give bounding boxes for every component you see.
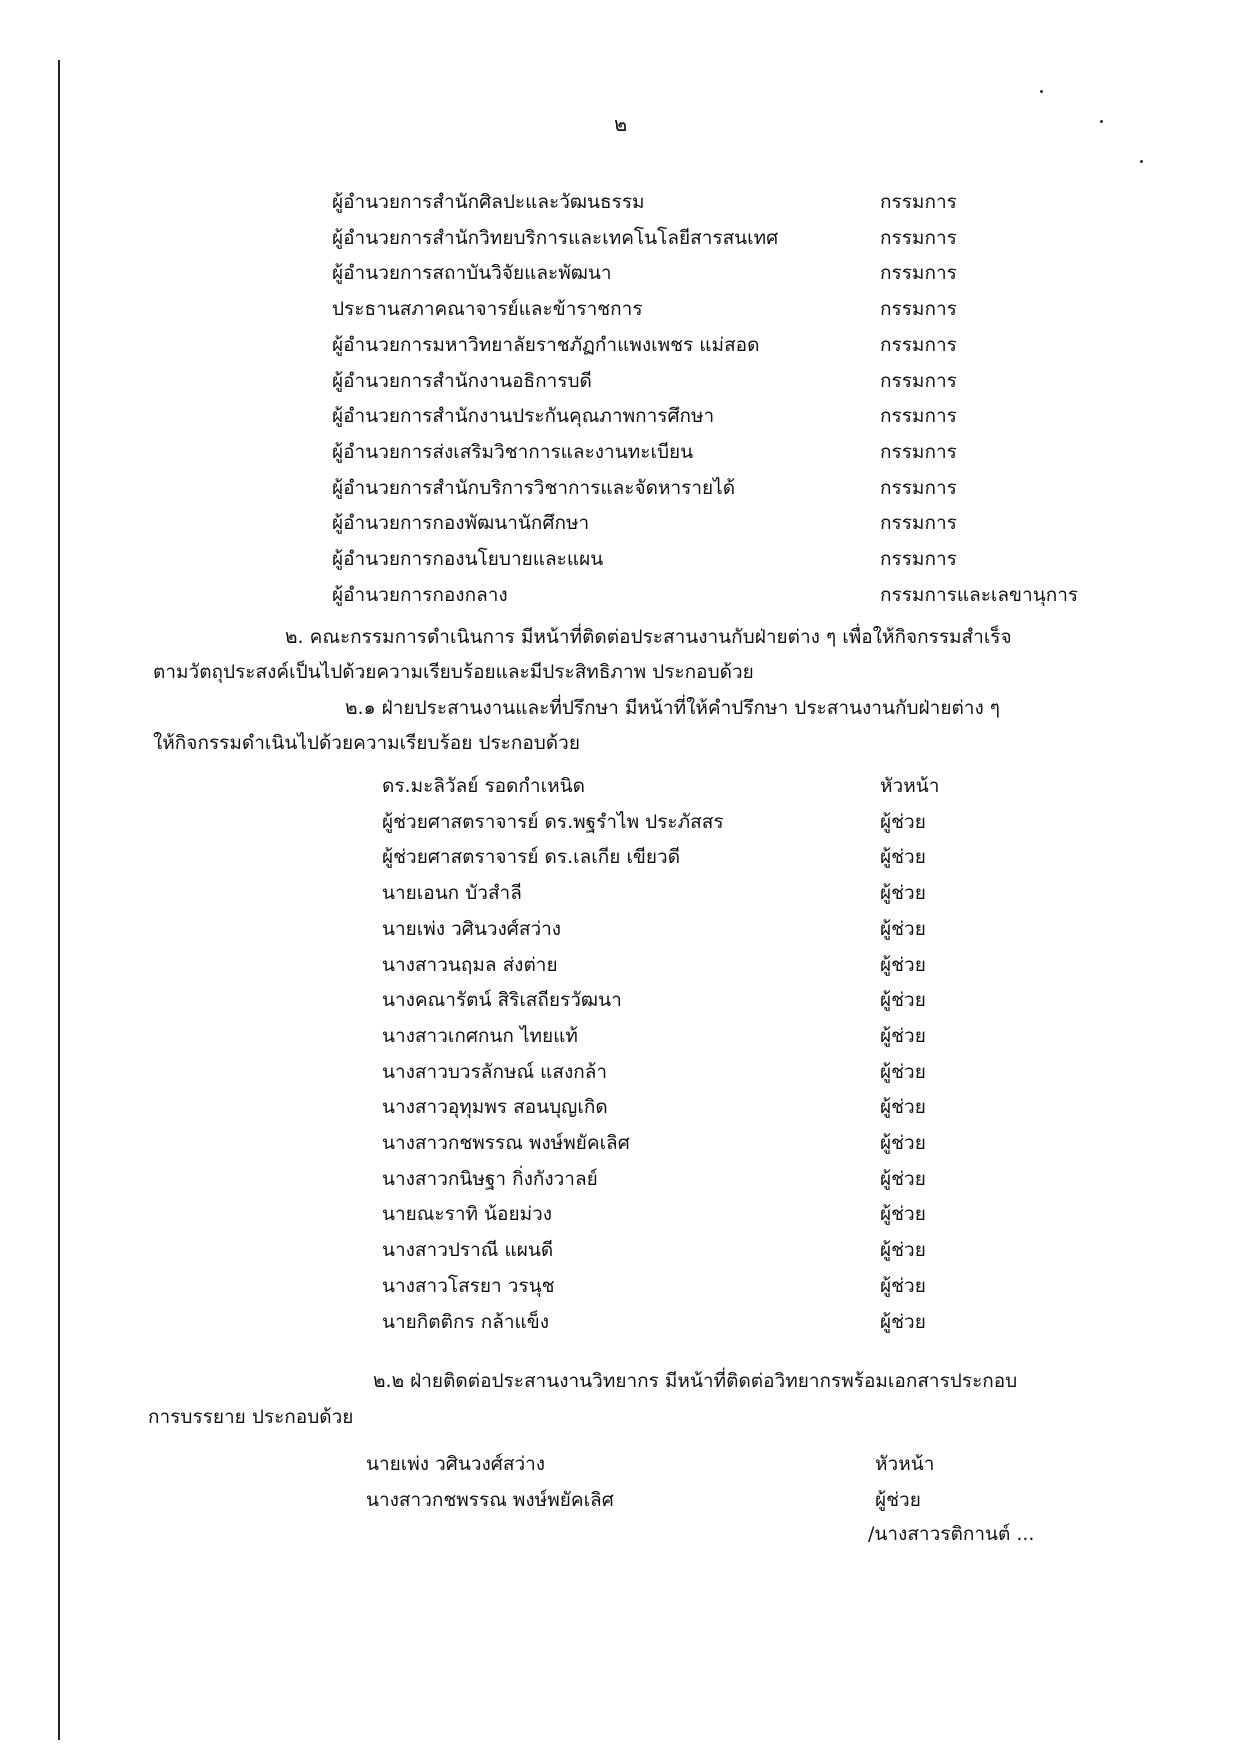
member-role: กรรมการ (880, 191, 957, 213)
member-role: ผู้ช่วย (880, 1167, 926, 1190)
member-role: กรรมการและเลขานุการ (880, 583, 1079, 606)
member-name: ผู้อำนวยการส่งเสริมวิชาการและงานทะเบียน (332, 440, 694, 463)
member-row (382, 1199, 1180, 1229)
member-role: ผู้ช่วย (880, 953, 926, 976)
member-role: ผู้ช่วย (880, 882, 926, 905)
member-name: ผู้อำนวยการสำนักงานอธิการบดี (332, 369, 592, 392)
member-row (332, 437, 1180, 467)
member-row (332, 580, 1180, 610)
member-row (382, 1021, 1180, 1051)
member-name: ผู้อำนวยการกองพัฒนานักศึกษา (332, 512, 590, 535)
member-name: นายเอนก บัวสำลี (382, 882, 522, 905)
member-role: กรรมการ (880, 512, 957, 535)
member-role: ผู้ช่วย (880, 810, 926, 833)
continuation-note: /นางสาวรติกานต์ ... (868, 1523, 1035, 1545)
member-row (332, 544, 1180, 574)
member-name: นางสาวนฤมล ส่งต่าย (382, 953, 558, 976)
member-row (382, 1092, 1180, 1122)
member-role: กรรมการ (880, 262, 957, 285)
member-role: ผู้ช่วย (880, 846, 926, 869)
left-margin-line (58, 60, 60, 1740)
member-row (382, 878, 1180, 908)
member-name: นายเพ่ง วศินวงศ์สว่าง (366, 1453, 546, 1475)
member-name: นางสาวปราณี แผนดี (382, 1239, 554, 1262)
member-row (332, 294, 1180, 324)
member-row (366, 1449, 1180, 1479)
member-role: กรรมการ (880, 440, 957, 463)
member-name: นางสาวกนิษฐา กิ่งกังวาลย์ (382, 1167, 598, 1190)
member-name: ผู้อำนวยการสำนักวิทยบริการและเทคโนโลยีสารสนเทศ (332, 226, 779, 249)
page-number: ๒ (614, 112, 628, 136)
member-row (382, 1235, 1180, 1265)
member-name: นางสาวเกศกนก ไทยแท้ (382, 1024, 578, 1047)
member-name: นางสาวอุทุมพร สอนบุญเกิด (382, 1096, 608, 1119)
scan-speck (1100, 120, 1103, 123)
member-role: ผู้ช่วย (880, 1096, 926, 1119)
member-row (332, 508, 1180, 538)
member-row (382, 1164, 1180, 1194)
member-name: นายเพ่ง วศินวงศ์สว่าง (382, 917, 562, 940)
member-row (332, 473, 1180, 503)
member-role: ผู้ช่วย (875, 1488, 921, 1511)
member-name: ผู้อำนวยการมหาวิทยาลัยราชภัฏกำแพงเพชร แม่สอด (332, 333, 760, 356)
member-role: กรรมการ (880, 405, 957, 428)
member-name: ผู้ช่วยศาสตราจารย์ ดร.เลเกีย เขียวดี (382, 846, 681, 869)
member-name: นายณะราทิ น้อยม่วง (382, 1203, 553, 1226)
member-row (366, 1485, 1180, 1515)
member-row (382, 842, 1180, 872)
member-row (332, 187, 1180, 217)
member-row (382, 985, 1180, 1015)
member-role: กรรมการ (880, 548, 957, 570)
section-2-text-line-1: ๒. คณะกรรมการดำเนินการ มีหน้าที่ติดต่อประสานงานกับฝ่ายต่าง ๆ เพื่อให้กิจกรรมสำเร็จ (285, 626, 1012, 648)
member-row (382, 1271, 1180, 1301)
member-name: ผู้ช่วยศาสตราจารย์ ดร.พฐรำไพ ประภัสสร (382, 810, 724, 833)
member-row (332, 366, 1180, 396)
member-name: ผู้อำนวยการสำนักศิลปะและวัฒนธรรม (332, 191, 645, 213)
member-name: นางสาวโสรยา วรนุช (382, 1274, 555, 1297)
scan-speck (1040, 90, 1043, 93)
member-name: นางสาวกชพรรณ พงษ์พยัคเลิศ (382, 1132, 630, 1154)
member-row (382, 771, 1180, 801)
member-name: ดร.มะลิวัลย์ รอดกำเหนิด (382, 775, 585, 797)
member-row (332, 258, 1180, 288)
member-role: กรรมการ (880, 226, 957, 249)
member-row (332, 401, 1180, 431)
section-2-2-text-line-1: ๒.๒ ฝ่ายติดต่อประสานงานวิทยากร มีหน้าที่ติดต่อวิทยากรพร้อมเอกสารประกอบ (373, 1370, 1018, 1392)
member-name: นางสาวกชพรรณ พงษ์พยัคเลิศ (366, 1488, 614, 1511)
member-role: ผู้ช่วย (880, 1024, 926, 1047)
member-name: นางคณารัตน์ สิริเสถียรวัฒนา (382, 989, 622, 1012)
member-row (382, 1307, 1180, 1337)
member-name: ประธานสภาคณาจารย์และข้าราชการ (332, 298, 643, 321)
member-role: ผู้ช่วย (880, 1239, 926, 1262)
section-2-text-line-2: ตามวัตถุประสงค์เป็นไปด้วยความเรียบร้อยและมีประสิทธิภาพ ประกอบด้วย (153, 661, 754, 683)
member-role: ผู้ช่วย (880, 1203, 926, 1226)
member-role: ผู้ช่วย (880, 1132, 926, 1154)
member-row (382, 1057, 1180, 1087)
member-name: ผู้อำนวยการสำนักงานประกันคุณภาพการศึกษา (332, 405, 715, 428)
member-role: กรรมการ (880, 298, 957, 321)
member-role: ผู้ช่วย (880, 917, 926, 940)
member-row (332, 223, 1180, 253)
scan-speck (1140, 160, 1143, 163)
member-role: ผู้ช่วย (880, 1310, 926, 1333)
member-row (382, 914, 1180, 944)
section-2-1-text-line-1: ๒.๑ ฝ่ายประสานงานและที่ปรึกษา มีหน้าที่ให้คำปรึกษา ประสานงานกับฝ่ายต่าง ๆ (345, 697, 1000, 719)
member-role: ผู้ช่วย (880, 1274, 926, 1297)
member-role: ผู้ช่วย (880, 1060, 926, 1083)
member-name: ผู้อำนวยการกองนโยบายและแผน (332, 548, 604, 570)
member-role: หัวหน้า (880, 775, 940, 797)
member-name: ผู้อำนวยการสถาบันวิจัยและพัฒนา (332, 262, 612, 285)
member-name: ผู้อำนวยการสำนักบริการวิชาการและจัดหารายได้ (332, 476, 736, 499)
member-name: นายกิตติกร กล้าแข็ง (382, 1310, 550, 1333)
member-role: กรรมการ (880, 476, 957, 499)
member-row (332, 330, 1180, 360)
section-2-2-text-line-2: การบรรยาย ประกอบด้วย (148, 1406, 354, 1428)
member-role: กรรมการ (880, 333, 957, 356)
member-role: ผู้ช่วย (880, 989, 926, 1012)
member-row (382, 807, 1180, 837)
member-row (382, 1128, 1180, 1158)
member-row (382, 950, 1180, 980)
section-2-1-text-line-2: ให้กิจกรรมดำเนินไปด้วยความเรียบร้อย ประกอบด้วย (153, 732, 580, 754)
member-role: กรรมการ (880, 369, 957, 392)
member-name: ผู้อำนวยการกองกลาง (332, 583, 508, 606)
member-name: นางสาวบวรลักษณ์ แสงกล้า (382, 1060, 608, 1083)
member-role: หัวหน้า (875, 1453, 935, 1475)
